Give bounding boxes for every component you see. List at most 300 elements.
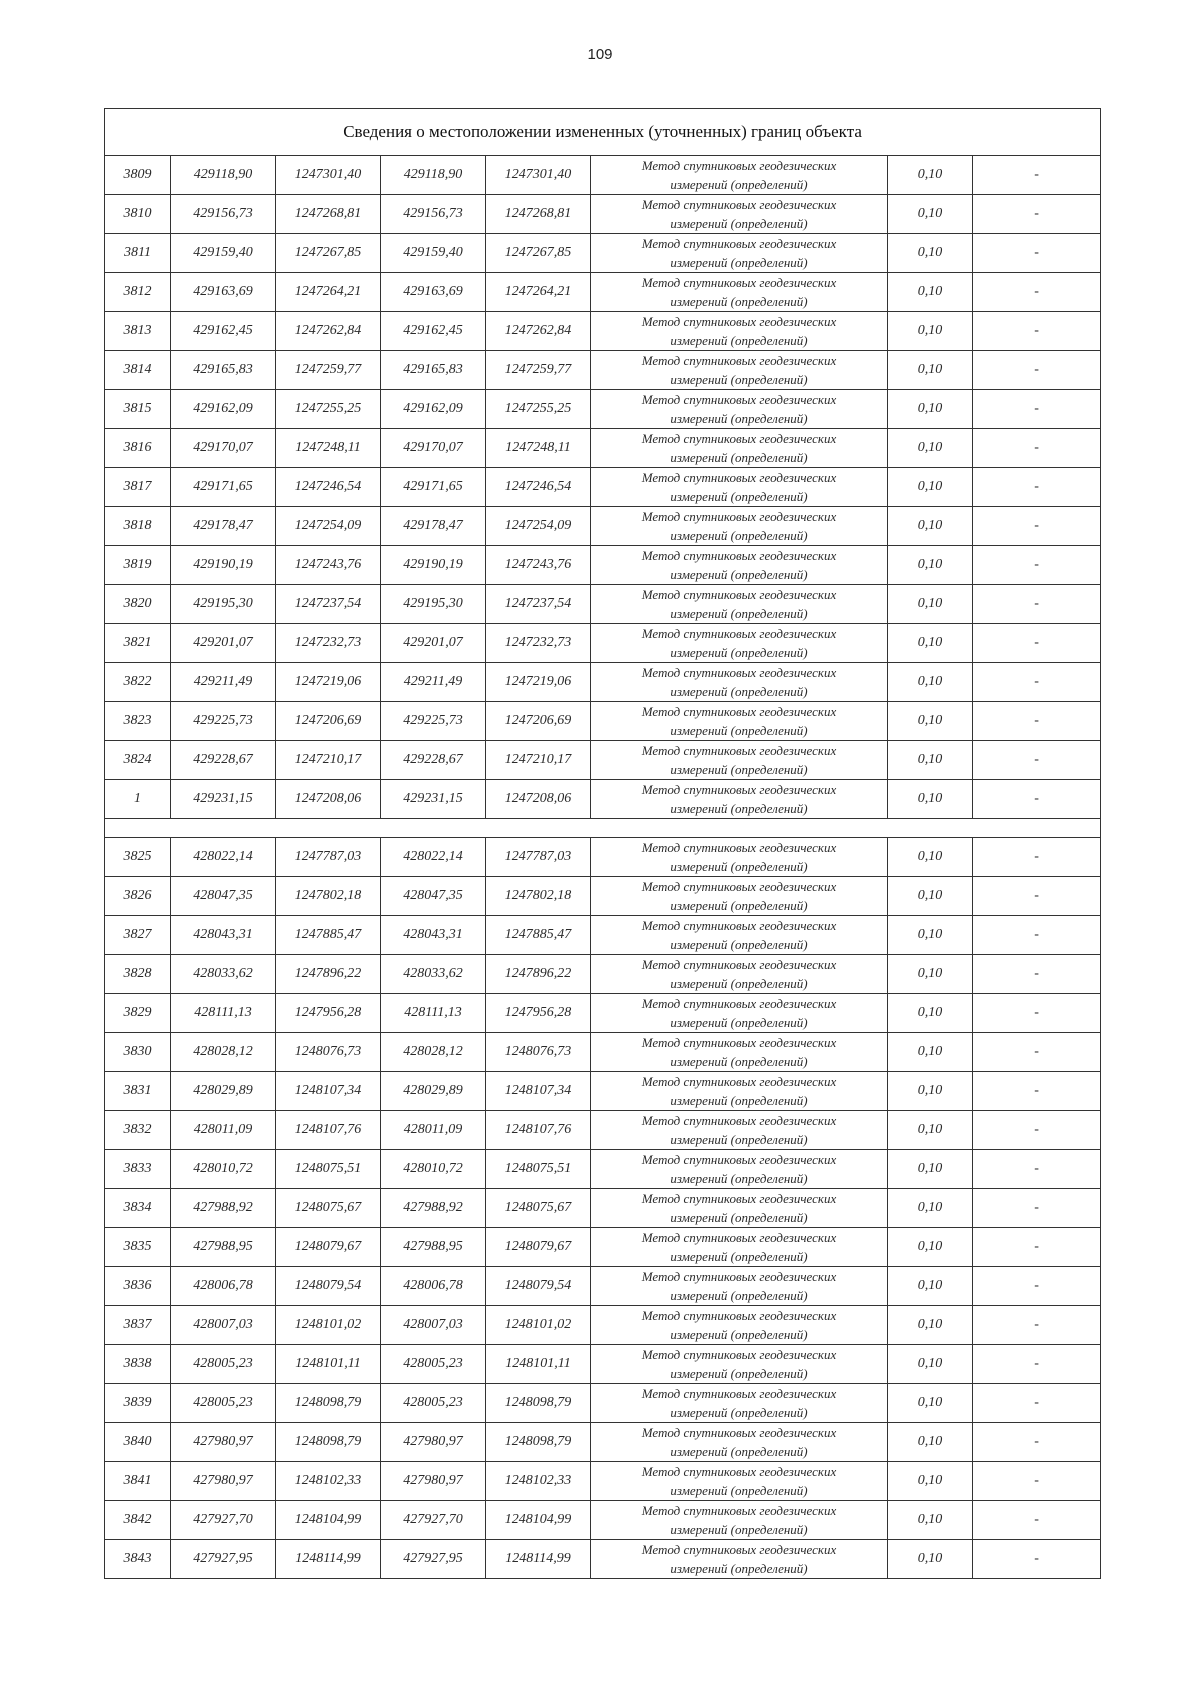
- y-new-cell: 1248079,67: [486, 1228, 591, 1267]
- y-new-cell: 1248101,02: [486, 1306, 591, 1345]
- y-new-cell: 1248107,34: [486, 1072, 591, 1111]
- description-cell: -: [973, 507, 1101, 546]
- method-cell: [591, 1150, 888, 1189]
- y-old-cell: 1247210,17: [276, 741, 381, 780]
- table-row: [105, 1462, 1101, 1501]
- method-cell: [591, 955, 888, 994]
- accuracy-cell: 0,10: [888, 955, 973, 994]
- page-number: 109: [587, 46, 613, 63]
- table-row: [105, 702, 1101, 741]
- point-number-cell: 3840: [105, 1423, 171, 1462]
- x-new-cell: 428022,14: [381, 838, 486, 877]
- y-new-cell: 1247262,84: [486, 312, 591, 351]
- method-line-2: измерений (определений): [670, 177, 808, 192]
- y-new-cell: 1248075,67: [486, 1189, 591, 1228]
- x-old-cell: 427988,92: [171, 1189, 276, 1228]
- method-cell: [591, 546, 888, 585]
- x-old-cell: 428111,13: [171, 994, 276, 1033]
- x-new-cell: 429195,30: [381, 585, 486, 624]
- description-cell: -: [973, 312, 1101, 351]
- point-number-cell: 3822: [105, 663, 171, 702]
- method-line-2: измерений (определений): [670, 762, 808, 777]
- accuracy-cell: 0,10: [888, 195, 973, 234]
- point-number-cell: 3813: [105, 312, 171, 351]
- method-line-1: Метод спутниковых геодезических: [641, 1191, 837, 1206]
- method-line-2: измерений (определений): [670, 528, 808, 543]
- point-number-cell: 3809: [105, 156, 171, 195]
- method-line-2: измерений (определений): [670, 937, 808, 952]
- y-new-cell: 1247802,18: [486, 877, 591, 916]
- x-old-cell: 428029,89: [171, 1072, 276, 1111]
- y-new-cell: 1248101,11: [486, 1345, 591, 1384]
- method-line-1: Метод спутниковых геодезических: [641, 957, 837, 972]
- x-new-cell: 427980,97: [381, 1462, 486, 1501]
- x-new-cell: 429162,09: [381, 390, 486, 429]
- method-line-2: измерений (определений): [670, 1210, 808, 1225]
- accuracy-cell: 0,10: [888, 780, 973, 819]
- point-number-cell: 3825: [105, 838, 171, 877]
- point-number-cell: 3811: [105, 234, 171, 273]
- accuracy-cell: 0,10: [888, 1306, 973, 1345]
- description-cell: -: [973, 702, 1101, 741]
- x-new-cell: 428011,09: [381, 1111, 486, 1150]
- method-line-2: измерений (определений): [670, 1405, 808, 1420]
- x-new-cell: 429118,90: [381, 156, 486, 195]
- method-line-2: измерений (определений): [670, 859, 808, 874]
- table-row: [105, 877, 1101, 916]
- table-title: Сведения о местоположении измененных (уточненных) границ объекта: [105, 109, 1101, 156]
- method-line-1: Метод спутниковых геодезических: [641, 840, 837, 855]
- point-number-cell: 3829: [105, 994, 171, 1033]
- method-line-2: измерений (определений): [670, 567, 808, 582]
- y-new-cell: 1247259,77: [486, 351, 591, 390]
- method-line-1: Метод спутниковых геодезических: [641, 158, 837, 173]
- method-line-1: Метод спутниковых геодезических: [641, 665, 837, 680]
- y-new-cell: 1248079,54: [486, 1267, 591, 1306]
- accuracy-cell: 0,10: [888, 702, 973, 741]
- x-old-cell: 428011,09: [171, 1111, 276, 1150]
- table-row: [105, 195, 1101, 234]
- method-line-2: измерений (определений): [670, 489, 808, 504]
- y-old-cell: 1248102,33: [276, 1462, 381, 1501]
- description-cell: -: [973, 838, 1101, 877]
- point-number-cell: 3837: [105, 1306, 171, 1345]
- y-old-cell: 1248076,73: [276, 1033, 381, 1072]
- y-new-cell: 1247264,21: [486, 273, 591, 312]
- x-new-cell: 429165,83: [381, 351, 486, 390]
- y-old-cell: 1248075,67: [276, 1189, 381, 1228]
- x-new-cell: 429201,07: [381, 624, 486, 663]
- x-old-cell: 428028,12: [171, 1033, 276, 1072]
- accuracy-cell: 0,10: [888, 663, 973, 702]
- method-cell: [591, 741, 888, 780]
- y-new-cell: 1248114,99: [486, 1540, 591, 1579]
- x-new-cell: 427980,97: [381, 1423, 486, 1462]
- point-number-cell: 3830: [105, 1033, 171, 1072]
- method-cell: [591, 780, 888, 819]
- point-number-cell: 3827: [105, 916, 171, 955]
- method-line-1: Метод спутниковых геодезических: [641, 1503, 837, 1518]
- description-cell: -: [973, 780, 1101, 819]
- y-old-cell: 1248079,54: [276, 1267, 381, 1306]
- accuracy-cell: 0,10: [888, 351, 973, 390]
- y-new-cell: 1247248,11: [486, 429, 591, 468]
- description-cell: -: [973, 1501, 1101, 1540]
- x-new-cell: 429162,45: [381, 312, 486, 351]
- method-cell: [591, 1111, 888, 1150]
- x-old-cell: 428043,31: [171, 916, 276, 955]
- table-row: [105, 1267, 1101, 1306]
- x-new-cell: 427988,95: [381, 1228, 486, 1267]
- method-line-1: Метод спутниковых геодезических: [641, 1035, 837, 1050]
- table-row: [105, 994, 1101, 1033]
- method-cell: [591, 507, 888, 546]
- point-number-cell: 3843: [105, 1540, 171, 1579]
- description-cell: -: [973, 585, 1101, 624]
- method-line-1: Метод спутниковых геодезических: [641, 1308, 837, 1323]
- point-number-cell: 3823: [105, 702, 171, 741]
- method-cell: [591, 916, 888, 955]
- x-old-cell: 429170,07: [171, 429, 276, 468]
- point-number-cell: 3835: [105, 1228, 171, 1267]
- method-line-1: Метод спутниковых геодезических: [641, 470, 837, 485]
- x-new-cell: 428029,89: [381, 1072, 486, 1111]
- table-row: [105, 273, 1101, 312]
- point-number-cell: 3821: [105, 624, 171, 663]
- x-new-cell: 428010,72: [381, 1150, 486, 1189]
- y-old-cell: 1248098,79: [276, 1384, 381, 1423]
- accuracy-cell: 0,10: [888, 390, 973, 429]
- description-cell: -: [973, 1384, 1101, 1423]
- y-new-cell: 1247885,47: [486, 916, 591, 955]
- x-old-cell: 428006,78: [171, 1267, 276, 1306]
- y-old-cell: 1248107,34: [276, 1072, 381, 1111]
- table-row: [105, 507, 1101, 546]
- description-cell: -: [973, 955, 1101, 994]
- point-number-cell: 3819: [105, 546, 171, 585]
- y-old-cell: 1248114,99: [276, 1540, 381, 1579]
- x-old-cell: 428005,23: [171, 1345, 276, 1384]
- table-row: [105, 1306, 1101, 1345]
- accuracy-cell: 0,10: [888, 1189, 973, 1228]
- coordinates-sheet: [104, 108, 1100, 1579]
- table-row: [105, 1228, 1101, 1267]
- method-cell: [591, 1540, 888, 1579]
- y-old-cell: 1247255,25: [276, 390, 381, 429]
- description-cell: -: [973, 1150, 1101, 1189]
- y-old-cell: 1248101,02: [276, 1306, 381, 1345]
- method-line-1: Метод спутниковых геодезических: [641, 236, 837, 251]
- method-cell: [591, 429, 888, 468]
- method-cell: [591, 702, 888, 741]
- method-line-2: измерений (определений): [670, 1093, 808, 1108]
- y-new-cell: 1248107,76: [486, 1111, 591, 1150]
- table-row: [105, 156, 1101, 195]
- description-cell: -: [973, 468, 1101, 507]
- method-cell: [591, 877, 888, 916]
- x-old-cell: 429201,07: [171, 624, 276, 663]
- method-line-2: измерений (определений): [670, 216, 808, 231]
- x-new-cell: 428006,78: [381, 1267, 486, 1306]
- x-new-cell: 429163,69: [381, 273, 486, 312]
- table-row: [105, 916, 1101, 955]
- table-row: [105, 624, 1101, 663]
- x-new-cell: 429228,67: [381, 741, 486, 780]
- method-line-2: измерений (определений): [670, 801, 808, 816]
- accuracy-cell: 0,10: [888, 1033, 973, 1072]
- accuracy-cell: 0,10: [888, 1423, 973, 1462]
- y-old-cell: 1247248,11: [276, 429, 381, 468]
- y-new-cell: 1247237,54: [486, 585, 591, 624]
- accuracy-cell: 0,10: [888, 312, 973, 351]
- point-number-cell: 3831: [105, 1072, 171, 1111]
- description-cell: -: [973, 1189, 1101, 1228]
- x-new-cell: 427927,95: [381, 1540, 486, 1579]
- x-old-cell: 428033,62: [171, 955, 276, 994]
- table-row: [105, 838, 1101, 877]
- accuracy-cell: 0,10: [888, 624, 973, 663]
- method-line-2: измерений (определений): [670, 898, 808, 913]
- point-number-cell: 3833: [105, 1150, 171, 1189]
- method-line-2: измерений (определений): [670, 1444, 808, 1459]
- accuracy-cell: 0,10: [888, 273, 973, 312]
- table-row: [105, 1111, 1101, 1150]
- method-line-2: измерений (определений): [670, 723, 808, 738]
- y-old-cell: 1247264,21: [276, 273, 381, 312]
- x-old-cell: 429156,73: [171, 195, 276, 234]
- y-old-cell: 1247262,84: [276, 312, 381, 351]
- x-old-cell: 429163,69: [171, 273, 276, 312]
- point-number-cell: 3820: [105, 585, 171, 624]
- point-number-cell: 3828: [105, 955, 171, 994]
- y-old-cell: 1247896,22: [276, 955, 381, 994]
- x-old-cell: 429162,45: [171, 312, 276, 351]
- accuracy-cell: 0,10: [888, 1111, 973, 1150]
- method-line-2: измерений (определений): [670, 1483, 808, 1498]
- accuracy-cell: 0,10: [888, 1501, 973, 1540]
- method-line-1: Метод спутниковых геодезических: [641, 1152, 837, 1167]
- x-new-cell: 429190,19: [381, 546, 486, 585]
- x-old-cell: 428047,35: [171, 877, 276, 916]
- x-old-cell: 429190,19: [171, 546, 276, 585]
- accuracy-cell: 0,10: [888, 838, 973, 877]
- y-new-cell: 1247232,73: [486, 624, 591, 663]
- point-number-cell: 3842: [105, 1501, 171, 1540]
- description-cell: -: [973, 1540, 1101, 1579]
- accuracy-cell: 0,10: [888, 546, 973, 585]
- method-line-1: Метод спутниковых геодезических: [641, 1386, 837, 1401]
- y-new-cell: 1248075,51: [486, 1150, 591, 1189]
- description-cell: -: [973, 273, 1101, 312]
- description-cell: -: [973, 1228, 1101, 1267]
- method-line-1: Метод спутниковых геодезических: [641, 1542, 837, 1557]
- method-line-1: Метод спутниковых геодезических: [641, 1464, 837, 1479]
- table-row: [105, 1033, 1101, 1072]
- description-cell: -: [973, 1267, 1101, 1306]
- y-new-cell: 1248076,73: [486, 1033, 591, 1072]
- x-old-cell: 428007,03: [171, 1306, 276, 1345]
- description-cell: -: [973, 1423, 1101, 1462]
- method-line-1: Метод спутниковых геодезических: [641, 704, 837, 719]
- method-line-1: Метод спутниковых геодезических: [641, 626, 837, 641]
- y-new-cell: 1248098,79: [486, 1384, 591, 1423]
- method-line-1: Метод спутниковых геодезических: [641, 1269, 837, 1284]
- x-old-cell: 429231,15: [171, 780, 276, 819]
- x-old-cell: 428022,14: [171, 838, 276, 877]
- x-new-cell: 428111,13: [381, 994, 486, 1033]
- method-cell: [591, 838, 888, 877]
- description-cell: -: [973, 624, 1101, 663]
- y-new-cell: 1247267,85: [486, 234, 591, 273]
- method-cell: [591, 663, 888, 702]
- point-number-cell: 3815: [105, 390, 171, 429]
- method-cell: [591, 234, 888, 273]
- method-line-2: измерений (определений): [670, 645, 808, 660]
- x-old-cell: 427980,97: [171, 1462, 276, 1501]
- y-old-cell: 1247208,06: [276, 780, 381, 819]
- y-new-cell: 1247246,54: [486, 468, 591, 507]
- table-row: [105, 741, 1101, 780]
- method-cell: [591, 468, 888, 507]
- x-new-cell: 429171,65: [381, 468, 486, 507]
- x-old-cell: 428010,72: [171, 1150, 276, 1189]
- description-cell: -: [973, 156, 1101, 195]
- y-new-cell: 1247255,25: [486, 390, 591, 429]
- point-number-cell: 1: [105, 780, 171, 819]
- y-old-cell: 1247243,76: [276, 546, 381, 585]
- method-line-1: Метод спутниковых геодезических: [641, 918, 837, 933]
- y-new-cell: 1248102,33: [486, 1462, 591, 1501]
- y-new-cell: 1247208,06: [486, 780, 591, 819]
- method-cell: [591, 1501, 888, 1540]
- accuracy-cell: 0,10: [888, 1267, 973, 1306]
- table-row: [105, 390, 1101, 429]
- x-old-cell: 429178,47: [171, 507, 276, 546]
- y-new-cell: 1247956,28: [486, 994, 591, 1033]
- point-number-cell: 3836: [105, 1267, 171, 1306]
- method-line-2: измерений (определений): [670, 1366, 808, 1381]
- method-line-2: измерений (определений): [670, 1249, 808, 1264]
- y-old-cell: 1247237,54: [276, 585, 381, 624]
- x-old-cell: 429162,09: [171, 390, 276, 429]
- x-new-cell: 427927,70: [381, 1501, 486, 1540]
- table-row: [105, 780, 1101, 819]
- y-new-cell: 1247206,69: [486, 702, 591, 741]
- method-line-2: измерений (определений): [670, 1054, 808, 1069]
- method-line-1: Метод спутниковых геодезических: [641, 879, 837, 894]
- method-line-1: Метод спутниковых геодезических: [641, 197, 837, 212]
- method-cell: [591, 994, 888, 1033]
- method-cell: [591, 390, 888, 429]
- method-cell: [591, 624, 888, 663]
- y-old-cell: 1248079,67: [276, 1228, 381, 1267]
- y-old-cell: 1248101,11: [276, 1345, 381, 1384]
- x-old-cell: 429171,65: [171, 468, 276, 507]
- method-line-2: измерений (определений): [670, 684, 808, 699]
- accuracy-cell: 0,10: [888, 585, 973, 624]
- x-new-cell: 429231,15: [381, 780, 486, 819]
- y-new-cell: 1247301,40: [486, 156, 591, 195]
- method-line-2: измерений (определений): [670, 372, 808, 387]
- y-old-cell: 1247802,18: [276, 877, 381, 916]
- accuracy-cell: 0,10: [888, 156, 973, 195]
- description-cell: -: [973, 1033, 1101, 1072]
- table-row: [105, 585, 1101, 624]
- x-old-cell: 429211,49: [171, 663, 276, 702]
- description-cell: -: [973, 234, 1101, 273]
- method-line-2: измерений (определений): [670, 411, 808, 426]
- x-old-cell: 429165,83: [171, 351, 276, 390]
- description-cell: -: [973, 994, 1101, 1033]
- y-new-cell: 1247268,81: [486, 195, 591, 234]
- x-old-cell: 429195,30: [171, 585, 276, 624]
- x-old-cell: 429159,40: [171, 234, 276, 273]
- method-line-1: Метод спутниковых геодезических: [641, 587, 837, 602]
- x-old-cell: 427980,97: [171, 1423, 276, 1462]
- point-number-cell: 3810: [105, 195, 171, 234]
- x-new-cell: 429170,07: [381, 429, 486, 468]
- method-line-2: измерений (определений): [670, 333, 808, 348]
- accuracy-cell: 0,10: [888, 1345, 973, 1384]
- method-line-2: измерений (определений): [670, 255, 808, 270]
- method-cell: [591, 195, 888, 234]
- x-old-cell: 429225,73: [171, 702, 276, 741]
- method-cell: [591, 1228, 888, 1267]
- method-line-1: Метод спутниковых геодезических: [641, 392, 837, 407]
- x-new-cell: 428005,23: [381, 1384, 486, 1423]
- method-line-1: Метод спутниковых геодезических: [641, 1113, 837, 1128]
- accuracy-cell: 0,10: [888, 468, 973, 507]
- x-new-cell: 428005,23: [381, 1345, 486, 1384]
- y-old-cell: 1247219,06: [276, 663, 381, 702]
- y-old-cell: 1247885,47: [276, 916, 381, 955]
- method-cell: [591, 1189, 888, 1228]
- y-new-cell: 1247219,06: [486, 663, 591, 702]
- accuracy-cell: 0,10: [888, 994, 973, 1033]
- method-line-2: измерений (определений): [670, 1171, 808, 1186]
- boundary-coordinates-table: [104, 108, 1101, 1579]
- accuracy-cell: 0,10: [888, 1384, 973, 1423]
- y-old-cell: 1247956,28: [276, 994, 381, 1033]
- method-line-2: измерений (определений): [670, 1327, 808, 1342]
- table-row: [105, 1189, 1101, 1228]
- accuracy-cell: 0,10: [888, 1150, 973, 1189]
- description-cell: -: [973, 1345, 1101, 1384]
- y-old-cell: 1247301,40: [276, 156, 381, 195]
- table-row: [105, 429, 1101, 468]
- point-number-cell: 3816: [105, 429, 171, 468]
- accuracy-cell: 0,10: [888, 1228, 973, 1267]
- method-line-2: измерений (определений): [670, 1561, 808, 1576]
- y-old-cell: 1247268,81: [276, 195, 381, 234]
- description-cell: -: [973, 546, 1101, 585]
- description-cell: -: [973, 877, 1101, 916]
- method-line-1: Метод спутниковых геодезических: [641, 1074, 837, 1089]
- method-line-1: Метод спутниковых геодезических: [641, 353, 837, 368]
- y-new-cell: 1247896,22: [486, 955, 591, 994]
- accuracy-cell: 0,10: [888, 1540, 973, 1579]
- y-old-cell: 1247254,09: [276, 507, 381, 546]
- method-cell: [591, 312, 888, 351]
- method-line-1: Метод спутниковых геодезических: [641, 782, 837, 797]
- point-number-cell: 3814: [105, 351, 171, 390]
- table-row: [105, 1072, 1101, 1111]
- section-separator-cell: [105, 819, 1101, 838]
- method-line-2: измерений (определений): [670, 1522, 808, 1537]
- method-cell: [591, 1267, 888, 1306]
- x-new-cell: 429156,73: [381, 195, 486, 234]
- point-number-cell: 3817: [105, 468, 171, 507]
